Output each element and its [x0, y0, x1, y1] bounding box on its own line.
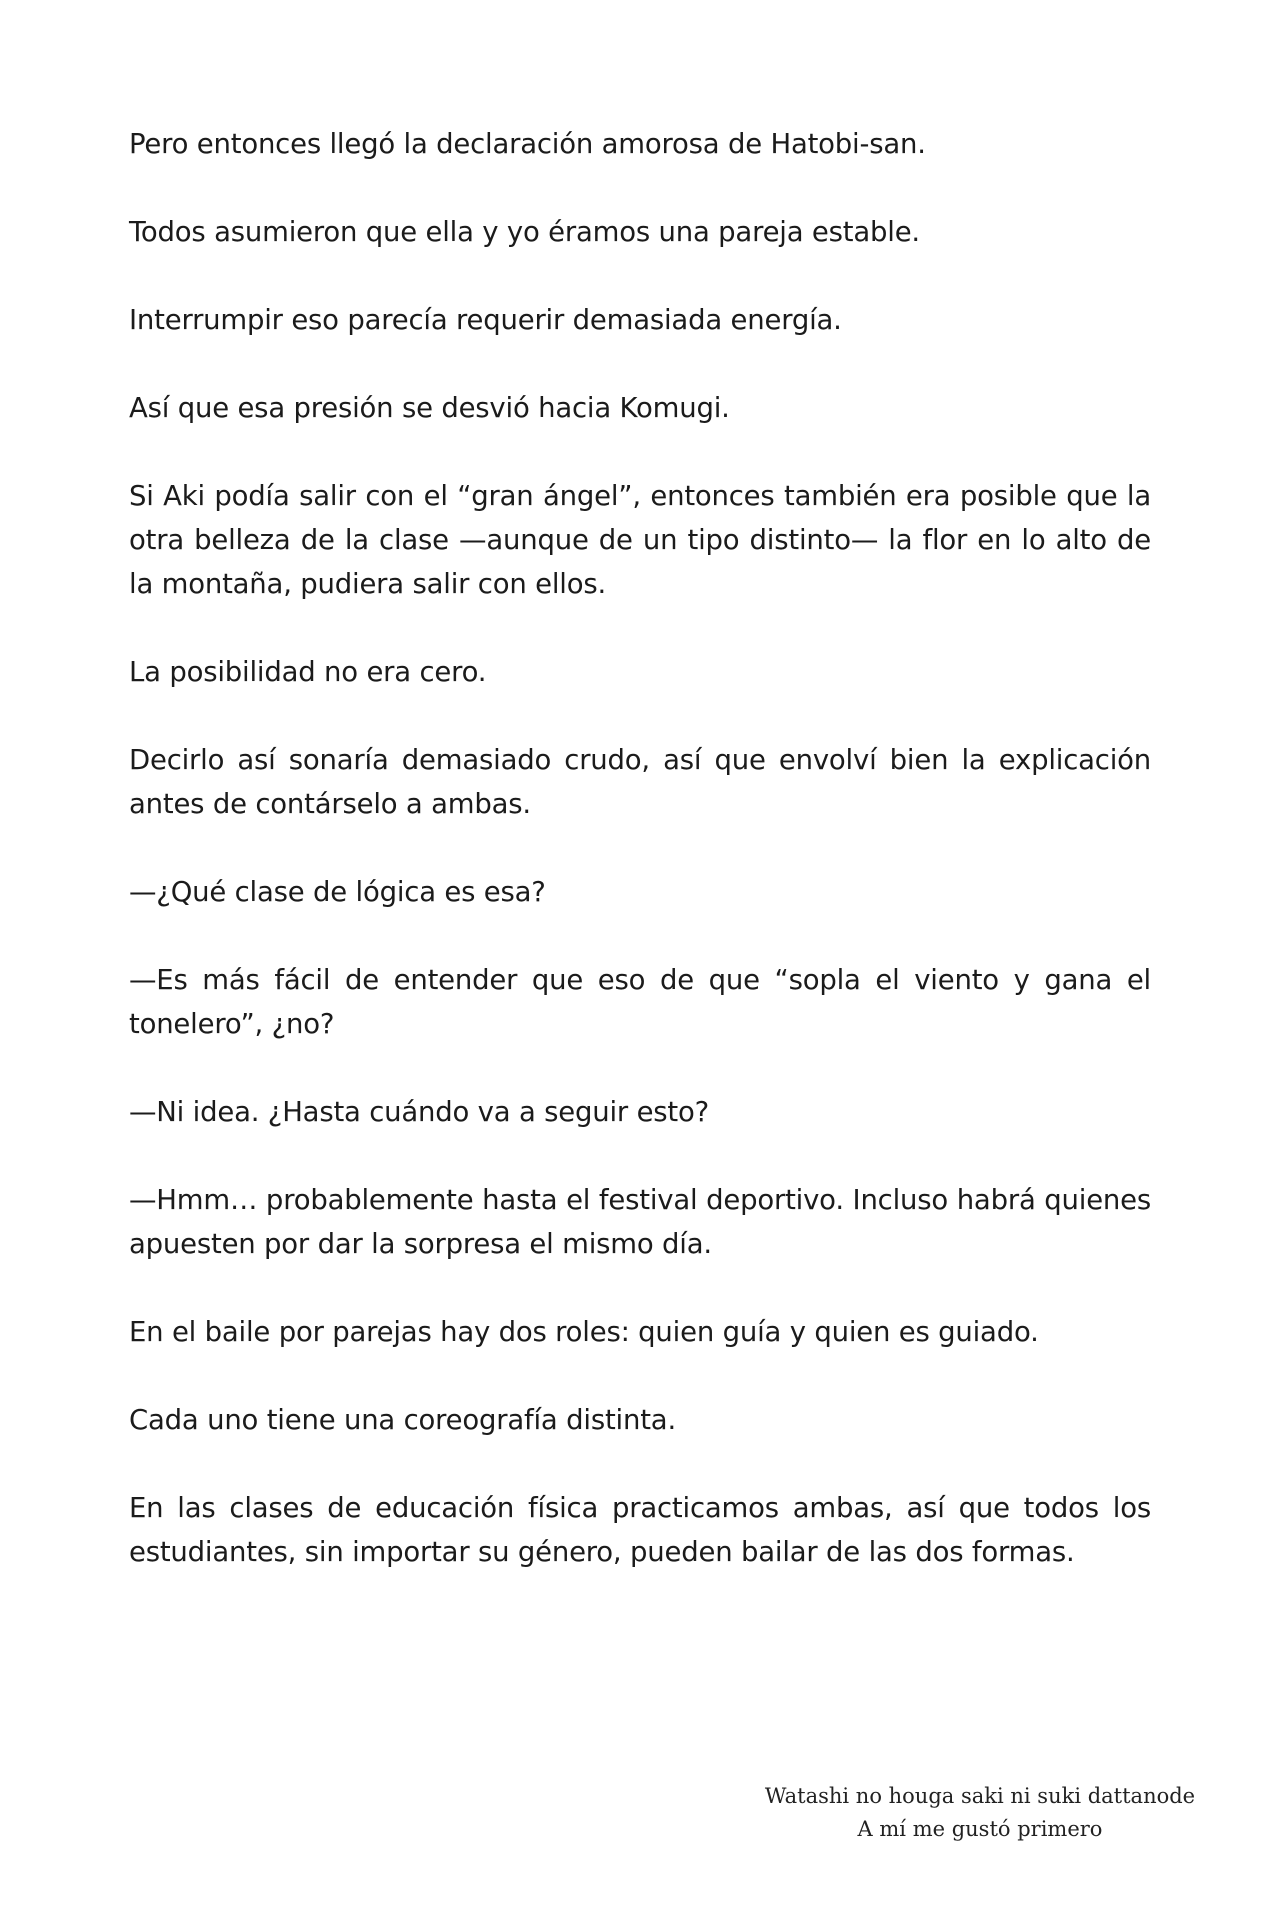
paragraph: En las clases de educación física practicamos ambas, así que todos los estudiantes, sin importar su género, pueden bailar de las dos formas. [129, 1492, 1151, 1568]
paragraph: Decirlo así sonaría demasiado crudo, así que envolví bien la explicación antes de contárselo a ambas. [129, 744, 1151, 820]
paragraph: La posibilidad no era cero. [129, 656, 487, 688]
paragraph: Interrumpir eso parecía requerir demasiada energía. [129, 304, 842, 336]
dialogue-line: —Hmm… probablemente hasta el festival deportivo. Incluso habrá quienes apuesten por dar la sorpresa el mismo día. [129, 1184, 1151, 1260]
footer-translated-title: A mí me gustó primero [857, 1817, 1103, 1841]
dialogue-line: —¿Qué clase de lógica es esa? [129, 876, 546, 908]
paragraph: Si Aki podía salir con el “gran ángel”, entonces también era posible que la otra belleza de la clase —aunque de un tipo distinto— la flor en lo alto de la montaña, pudiera salir con ellos. [129, 480, 1151, 600]
paragraph: Así que esa presión se desvió hacia Komugi. [129, 392, 730, 424]
dialogue-line: —Es más fácil de entender que eso de que “sopla el viento y gana el tonelero”, ¿no? [129, 964, 1151, 1040]
paragraph: Todos asumieron que ella y yo éramos una pareja estable. [129, 216, 920, 248]
page-footer [740, 1780, 1220, 1846]
paragraph: Pero entonces llegó la declaración amorosa de Hatobi-san. [129, 128, 926, 160]
page-body [129, 122, 1151, 1618]
dialogue-line: —Ni idea. ¿Hasta cuándo va a seguir esto? [129, 1096, 710, 1128]
paragraph: En el baile por parejas hay dos roles: quien guía y quien es guiado. [129, 1316, 1039, 1348]
paragraph: Cada uno tiene una coreografía distinta. [129, 1404, 676, 1436]
footer-original-title: Watashi no houga saki ni suki dattanode [764, 1784, 1196, 1808]
